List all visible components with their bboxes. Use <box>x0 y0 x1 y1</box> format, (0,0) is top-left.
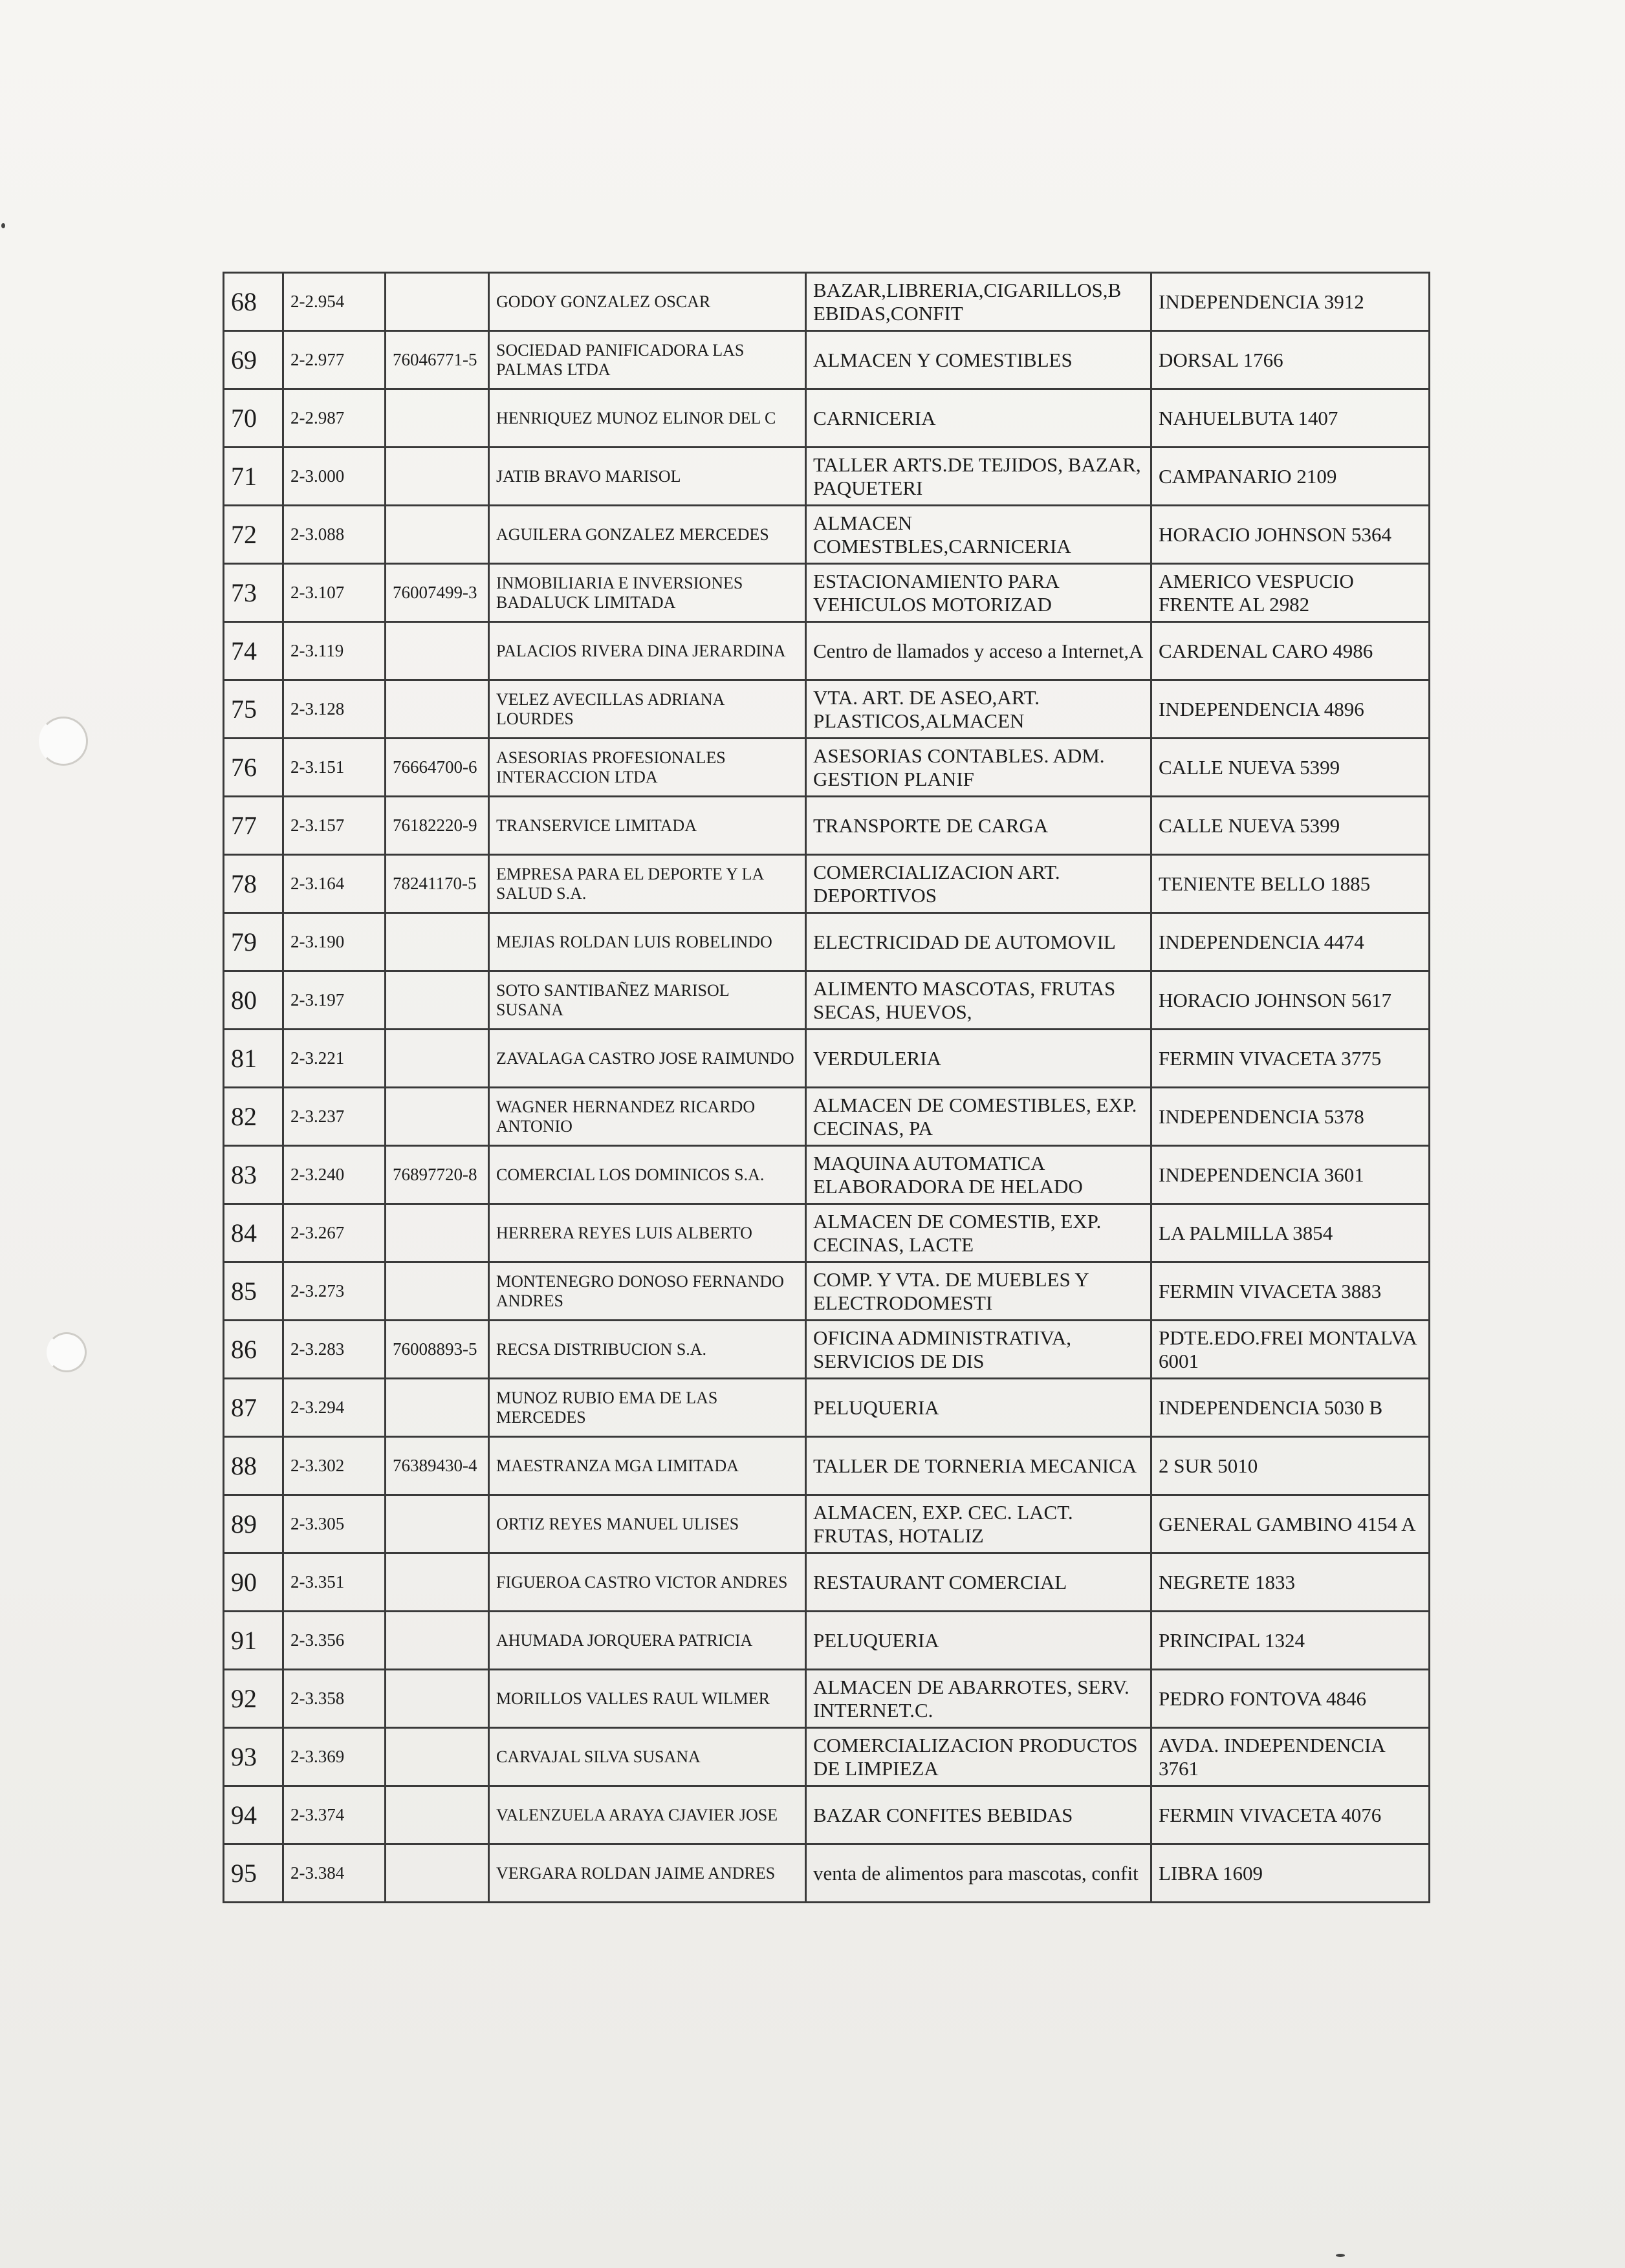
rut-cell: 76664700-6 <box>386 739 489 797</box>
rut-cell <box>386 1670 489 1728</box>
patent-code: 2-3.088 <box>283 506 386 564</box>
patent-code: 2-3.358 <box>283 1670 386 1728</box>
row-number: 84 <box>224 1204 283 1262</box>
holder-name: EMPRESA PARA EL DEPORTE Y LA SALUD S.A. <box>489 855 806 913</box>
patent-code: 2-3.128 <box>283 680 386 739</box>
rut-cell: 76389430-4 <box>386 1437 489 1495</box>
rut-cell <box>386 1379 489 1437</box>
holder-name: ASESORIAS PROFESIONALES INTERACCION LTDA <box>489 739 806 797</box>
business-activity: ESTACIONAMIENTO PARA VEHICULOS MOTORIZAD <box>806 564 1151 622</box>
row-number: 79 <box>224 913 283 971</box>
business-address: INDEPENDENCIA 4474 <box>1151 913 1430 971</box>
rut-cell <box>386 1844 489 1903</box>
business-activity: ALMACEN DE COMESTIBLES, EXP. CECINAS, PA <box>806 1088 1151 1146</box>
table-row <box>224 855 1430 913</box>
holder-name: ZAVALAGA CASTRO JOSE RAIMUNDO <box>489 1030 806 1088</box>
table-row <box>224 971 1430 1030</box>
holder-name: MEJIAS ROLDAN LUIS ROBELINDO <box>489 913 806 971</box>
business-activity: ALMACEN, EXP. CEC. LACT. FRUTAS, HOTALIZ <box>806 1495 1151 1553</box>
patent-code: 2-3.356 <box>283 1612 386 1670</box>
business-activity: OFICINA ADMINISTRATIVA, SERVICIOS DE DIS <box>806 1321 1151 1379</box>
punch-hole <box>47 1332 87 1372</box>
row-number: 93 <box>224 1728 283 1786</box>
rut-cell <box>386 1612 489 1670</box>
table-body <box>224 273 1430 1903</box>
rut-cell: 76046771-5 <box>386 331 489 389</box>
rut-cell <box>386 1728 489 1786</box>
business-address: HORACIO JOHNSON 5364 <box>1151 506 1430 564</box>
business-activity: ALMACEN DE ABARROTES, SERV. INTERNET.C. <box>806 1670 1151 1728</box>
holder-name: MUNOZ RUBIO EMA DE LAS MERCEDES <box>489 1379 806 1437</box>
patent-code: 2-3.164 <box>283 855 386 913</box>
rut-cell <box>386 971 489 1030</box>
holder-name: PALACIOS RIVERA DINA JERARDINA <box>489 622 806 680</box>
business-address: DORSAL 1766 <box>1151 331 1430 389</box>
table-row <box>224 1146 1430 1204</box>
business-activity: TRANSPORTE DE CARGA <box>806 797 1151 855</box>
rut-cell <box>386 448 489 506</box>
patent-code: 2-3.190 <box>283 913 386 971</box>
patent-code: 2-3.151 <box>283 739 386 797</box>
business-activity: PELUQUERIA <box>806 1612 1151 1670</box>
business-address: FERMIN VIVACETA 4076 <box>1151 1786 1430 1844</box>
business-activity: TALLER DE TORNERIA MECANICA <box>806 1437 1151 1495</box>
row-number: 91 <box>224 1612 283 1670</box>
table-row <box>224 1495 1430 1553</box>
business-registry-table <box>223 272 1430 1903</box>
rut-cell <box>386 622 489 680</box>
table-row <box>224 273 1430 331</box>
table-row <box>224 1553 1430 1612</box>
table-row <box>224 739 1430 797</box>
patent-code: 2-3.267 <box>283 1204 386 1262</box>
patent-code: 2-3.374 <box>283 1786 386 1844</box>
row-number: 71 <box>224 448 283 506</box>
business-address: NEGRETE 1833 <box>1151 1553 1430 1612</box>
business-address: LA PALMILLA 3854 <box>1151 1204 1430 1262</box>
rut-cell <box>386 273 489 331</box>
business-activity: ALMACEN COMESTBLES,CARNICERIA <box>806 506 1151 564</box>
business-address: INDEPENDENCIA 5378 <box>1151 1088 1430 1146</box>
business-address: INDEPENDENCIA 3601 <box>1151 1146 1430 1204</box>
table-row <box>224 564 1430 622</box>
patent-code: 2-3.302 <box>283 1437 386 1495</box>
business-activity: ASESORIAS CONTABLES. ADM. GESTION PLANIF <box>806 739 1151 797</box>
row-number: 69 <box>224 331 283 389</box>
row-number: 90 <box>224 1553 283 1612</box>
business-activity: TALLER ARTS.DE TEJIDOS, BAZAR, PAQUETERI <box>806 448 1151 506</box>
business-address: CAMPANARIO 2109 <box>1151 448 1430 506</box>
business-activity: RESTAURANT COMERCIAL <box>806 1553 1151 1612</box>
business-address: PRINCIPAL 1324 <box>1151 1612 1430 1670</box>
row-number: 74 <box>224 622 283 680</box>
patent-code: 2-3.237 <box>283 1088 386 1146</box>
business-address: 2 SUR 5010 <box>1151 1437 1430 1495</box>
table-row <box>224 1437 1430 1495</box>
row-number: 82 <box>224 1088 283 1146</box>
row-number: 73 <box>224 564 283 622</box>
row-number: 85 <box>224 1262 283 1321</box>
table-row <box>224 1786 1430 1844</box>
patent-code: 2-3.197 <box>283 971 386 1030</box>
row-number: 70 <box>224 389 283 448</box>
holder-name: VELEZ AVECILLAS ADRIANA LOURDES <box>489 680 806 739</box>
business-activity: VTA. ART. DE ASEO,ART. PLASTICOS,ALMACEN <box>806 680 1151 739</box>
holder-name: ORTIZ REYES MANUEL ULISES <box>489 1495 806 1553</box>
business-address: HORACIO JOHNSON 5617 <box>1151 971 1430 1030</box>
business-address: AVDA. INDEPENDENCIA 3761 <box>1151 1728 1430 1786</box>
patent-code: 2-3.107 <box>283 564 386 622</box>
business-address: INDEPENDENCIA 5030 B <box>1151 1379 1430 1437</box>
table-row <box>224 389 1430 448</box>
row-number: 95 <box>224 1844 283 1903</box>
row-number: 89 <box>224 1495 283 1553</box>
table-row <box>224 448 1430 506</box>
patent-code: 2-3.119 <box>283 622 386 680</box>
rut-cell: 76897720-8 <box>386 1146 489 1204</box>
row-number: 87 <box>224 1379 283 1437</box>
holder-name: JATIB BRAVO MARISOL <box>489 448 806 506</box>
rut-cell <box>386 913 489 971</box>
table-row <box>224 1088 1430 1146</box>
row-number: 80 <box>224 971 283 1030</box>
business-address: FERMIN VIVACETA 3883 <box>1151 1262 1430 1321</box>
business-activity: COMERCIALIZACION PRODUCTOS DE LIMPIEZA <box>806 1728 1151 1786</box>
scan-speck <box>1 223 5 228</box>
table-row <box>224 1321 1430 1379</box>
punch-hole <box>39 717 88 766</box>
holder-name: SOTO SANTIBAÑEZ MARISOL SUSANA <box>489 971 806 1030</box>
patent-code: 2-2.987 <box>283 389 386 448</box>
table-row <box>224 331 1430 389</box>
business-address: CARDENAL CARO 4986 <box>1151 622 1430 680</box>
table-row <box>224 622 1430 680</box>
holder-name: FIGUEROA CASTRO VICTOR ANDRES <box>489 1553 806 1612</box>
table-row <box>224 506 1430 564</box>
table-row <box>224 913 1430 971</box>
rut-cell: 78241170-5 <box>386 855 489 913</box>
patent-code: 2-3.273 <box>283 1262 386 1321</box>
business-activity: BAZAR,LIBRERIA,CIGARILLOS,B EBIDAS,CONFIT <box>806 273 1151 331</box>
table-row <box>224 680 1430 739</box>
business-activity: ALMACEN DE COMESTIB, EXP. CECINAS, LACTE <box>806 1204 1151 1262</box>
holder-name: AGUILERA GONZALEZ MERCEDES <box>489 506 806 564</box>
business-address: PEDRO FONTOVA 4846 <box>1151 1670 1430 1728</box>
row-number: 83 <box>224 1146 283 1204</box>
table-row <box>224 1728 1430 1786</box>
business-activity: PELUQUERIA <box>806 1379 1151 1437</box>
patent-code: 2-3.157 <box>283 797 386 855</box>
rut-cell <box>386 680 489 739</box>
table-row <box>224 1670 1430 1728</box>
rut-cell <box>386 389 489 448</box>
row-number: 76 <box>224 739 283 797</box>
business-activity: VERDULERIA <box>806 1030 1151 1088</box>
row-number: 77 <box>224 797 283 855</box>
rut-cell <box>386 1786 489 1844</box>
holder-name: TRANSERVICE LIMITADA <box>489 797 806 855</box>
table-row <box>224 1030 1430 1088</box>
business-address: LIBRA 1609 <box>1151 1844 1430 1903</box>
row-number: 72 <box>224 506 283 564</box>
rut-cell <box>386 1262 489 1321</box>
holder-name: VERGARA ROLDAN JAIME ANDRES <box>489 1844 806 1903</box>
patent-code: 2-3.000 <box>283 448 386 506</box>
holder-name: AHUMADA JORQUERA PATRICIA <box>489 1612 806 1670</box>
table-row <box>224 1379 1430 1437</box>
rut-cell <box>386 1030 489 1088</box>
business-address: INDEPENDENCIA 3912 <box>1151 273 1430 331</box>
rut-cell <box>386 1204 489 1262</box>
row-number: 88 <box>224 1437 283 1495</box>
business-address: PDTE.EDO.FREI MONTALVA 6001 <box>1151 1321 1430 1379</box>
rut-cell: 76182220-9 <box>386 797 489 855</box>
row-number: 92 <box>224 1670 283 1728</box>
patent-code: 2-3.305 <box>283 1495 386 1553</box>
patent-code: 2-3.221 <box>283 1030 386 1088</box>
business-activity: venta de alimentos para mascotas, confit <box>806 1844 1151 1903</box>
patent-code: 2-3.351 <box>283 1553 386 1612</box>
business-activity: ALIMENTO MASCOTAS, FRUTAS SECAS, HUEVOS, <box>806 971 1151 1030</box>
holder-name: HENRIQUEZ MUNOZ ELINOR DEL C <box>489 389 806 448</box>
patent-code: 2-2.977 <box>283 331 386 389</box>
business-activity: ALMACEN Y COMESTIBLES <box>806 331 1151 389</box>
patent-code: 2-3.384 <box>283 1844 386 1903</box>
patent-code: 2-3.240 <box>283 1146 386 1204</box>
row-number: 81 <box>224 1030 283 1088</box>
table-row <box>224 797 1430 855</box>
business-activity: COMERCIALIZACION ART. DEPORTIVOS <box>806 855 1151 913</box>
row-number: 94 <box>224 1786 283 1844</box>
business-activity: CARNICERIA <box>806 389 1151 448</box>
business-activity: Centro de llamados y acceso a Internet,A <box>806 622 1151 680</box>
business-address: INDEPENDENCIA 4896 <box>1151 680 1430 739</box>
holder-name: INMOBILIARIA E INVERSIONES BADALUCK LIMITADA <box>489 564 806 622</box>
business-activity: BAZAR CONFITES BEBIDAS <box>806 1786 1151 1844</box>
business-activity: ELECTRICIDAD DE AUTOMOVIL <box>806 913 1151 971</box>
patent-code: 2-3.294 <box>283 1379 386 1437</box>
rut-cell <box>386 1553 489 1612</box>
business-address: CALLE NUEVA 5399 <box>1151 797 1430 855</box>
rut-cell: 76008893-5 <box>386 1321 489 1379</box>
holder-name: MAESTRANZA MGA LIMITADA <box>489 1437 806 1495</box>
business-address: CALLE NUEVA 5399 <box>1151 739 1430 797</box>
business-address: GENERAL GAMBINO 4154 A <box>1151 1495 1430 1553</box>
rut-cell <box>386 1088 489 1146</box>
business-activity: MAQUINA AUTOMATICA ELABORADORA DE HELADO <box>806 1146 1151 1204</box>
patent-code: 2-3.283 <box>283 1321 386 1379</box>
holder-name: VALENZUELA ARAYA CJAVIER JOSE <box>489 1786 806 1844</box>
holder-name: CARVAJAL SILVA SUSANA <box>489 1728 806 1786</box>
rut-cell <box>386 1495 489 1553</box>
holder-name: MONTENEGRO DONOSO FERNANDO ANDRES <box>489 1262 806 1321</box>
table-row <box>224 1612 1430 1670</box>
holder-name: RECSA DISTRIBUCION S.A. <box>489 1321 806 1379</box>
table-row <box>224 1262 1430 1321</box>
table-row <box>224 1844 1430 1903</box>
holder-name: SOCIEDAD PANIFICADORA LAS PALMAS LTDA <box>489 331 806 389</box>
row-number: 86 <box>224 1321 283 1379</box>
table-row <box>224 1204 1430 1262</box>
patent-code: 2-2.954 <box>283 273 386 331</box>
holder-name: GODOY GONZALEZ OSCAR <box>489 273 806 331</box>
row-number: 78 <box>224 855 283 913</box>
business-address: NAHUELBUTA 1407 <box>1151 389 1430 448</box>
row-number: 68 <box>224 273 283 331</box>
business-address: FERMIN VIVACETA 3775 <box>1151 1030 1430 1088</box>
business-address: AMERICO VESPUCIO FRENTE AL 2982 <box>1151 564 1430 622</box>
business-activity: COMP. Y VTA. DE MUEBLES Y ELECTRODOMESTI <box>806 1262 1151 1321</box>
business-address: TENIENTE BELLO 1885 <box>1151 855 1430 913</box>
holder-name: WAGNER HERNANDEZ RICARDO ANTONIO <box>489 1088 806 1146</box>
rut-cell <box>386 506 489 564</box>
holder-name: COMERCIAL LOS DOMINICOS S.A. <box>489 1146 806 1204</box>
holder-name: MORILLOS VALLES RAUL WILMER <box>489 1670 806 1728</box>
rut-cell: 76007499-3 <box>386 564 489 622</box>
holder-name: HERRERA REYES LUIS ALBERTO <box>489 1204 806 1262</box>
patent-code: 2-3.369 <box>283 1728 386 1786</box>
scan-speck <box>1336 2254 1345 2257</box>
row-number: 75 <box>224 680 283 739</box>
